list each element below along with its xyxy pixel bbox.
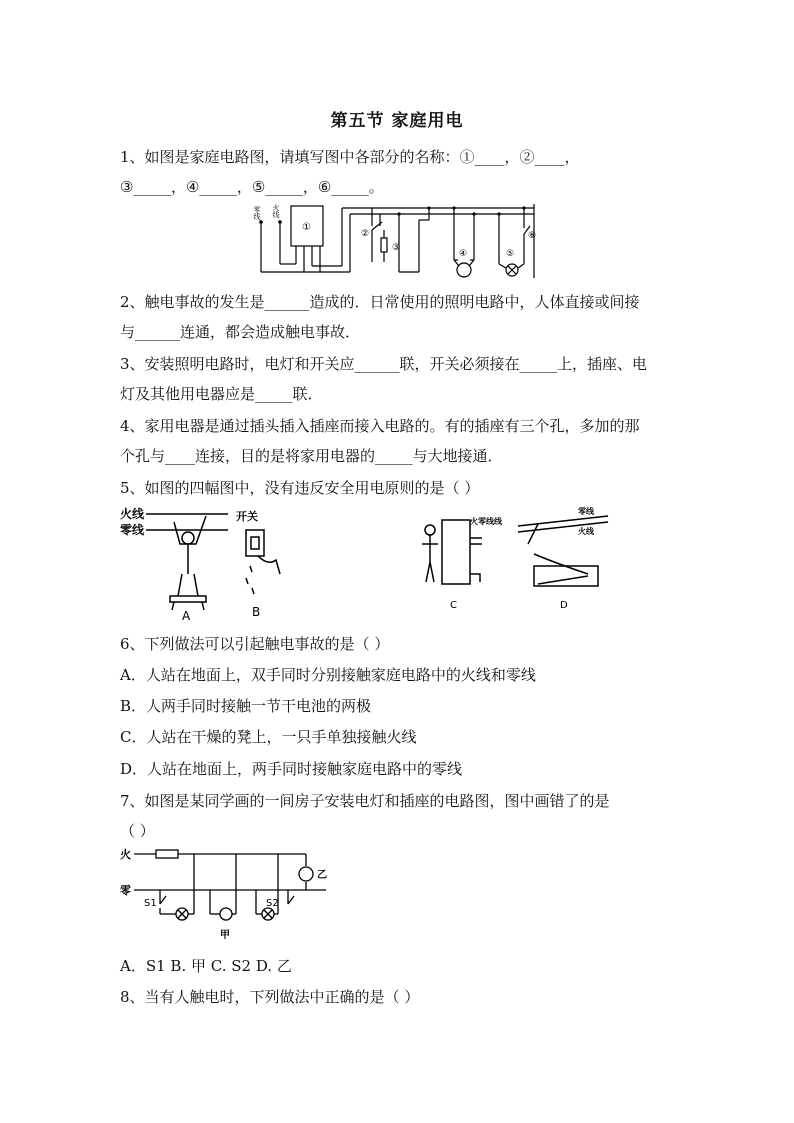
question-1-line-1: 1、如图是家庭电路图，请填写图中各部分的名称：①____，②____， [120,148,580,166]
live-wire-label: 火线 [272,204,280,218]
question-6-option-d: D．人站在地面上，两手同时接触家庭电路中的零线 [120,760,463,778]
label-4: ④ [459,249,468,259]
neutral-wire-label: 零线 [253,206,261,220]
b-switch-label: 开关 [236,510,258,523]
d-caption: D [560,600,568,611]
label-2: ② [361,229,370,239]
room-circuit-figure [120,846,330,942]
question-7-paren: （ ） [120,822,155,840]
page-title: 第五节 家庭用电 [330,111,464,131]
question-6-option-a: A．人站在地面上，双手同时分别接触家庭电路中的火线和零线 [120,666,536,684]
c-wire-label: 火零线线 [470,517,502,526]
s1-label: S1 [144,898,157,909]
question-4-line-2: 个孔与____连接，目的是将家用电器的_____与大地接通． [120,447,503,465]
c-caption: C [450,600,457,611]
d-neutral-label: 零线 [578,507,594,516]
s2-label: S2 [266,898,279,909]
label-6: ⑥ [528,231,537,241]
yi-label: 乙 [317,870,327,881]
question-4-line-1: 4、家用电器是通过插头插入插座而接入电路的。有的插座有三个孔，多加的那 [120,417,640,435]
label-3: ③ [392,243,401,253]
question-3-line-1: 3、安装照明电路时，电灯和开关应______联，开关必须接在_____上，插座、电 [120,355,648,373]
safety-pictures-figure [118,504,608,622]
label-5: ⑤ [506,249,515,259]
question-7-options: A．S1 B. 甲 C. S2 D. 乙 [120,957,292,975]
a-caption: A [182,609,191,623]
question-6-option-b: B．人两手同时接触一节干电池的两极 [120,697,372,715]
question-2-line-2: 与______连通，都会造成触电事故． [120,323,361,341]
question-1-line-2: ③_____，④_____，⑤_____，⑥_____。 [120,178,384,196]
question-2-line-1: 2、触电事故的发生是______造成的．日常使用的照明电路中，人体直接或间接 [120,293,640,311]
a-live-label: 火线 [120,507,145,521]
a-neutral-label: 零线 [120,523,145,537]
question-6-option-c: C．人站在干燥的凳上，一只手单独接触火线 [120,728,417,746]
fig7-neutral-label: 零 [120,884,131,897]
fig7-live-label: 火 [120,848,131,861]
household-circuit-figure [254,200,544,280]
question-6: 6、下列做法可以引起触电事故的是（ ） [120,635,390,653]
label-1: ① [302,222,311,233]
question-7: 7、如图是某同学画的一间房子安装电灯和插座的电路图，图中画错了的是 [120,792,610,810]
question-5: 5、如图的四幅图中，没有违反安全用电原则的是（ ） [120,479,480,497]
d-live-label: 火线 [578,527,594,536]
question-3-line-2: 灯及其他用电器应是_____联． [120,385,323,403]
question-8: 8、当有人触电时，下列做法中正确的是（ ） [120,988,420,1006]
b-caption: B [252,605,261,619]
jia-label: 甲 [220,930,230,941]
